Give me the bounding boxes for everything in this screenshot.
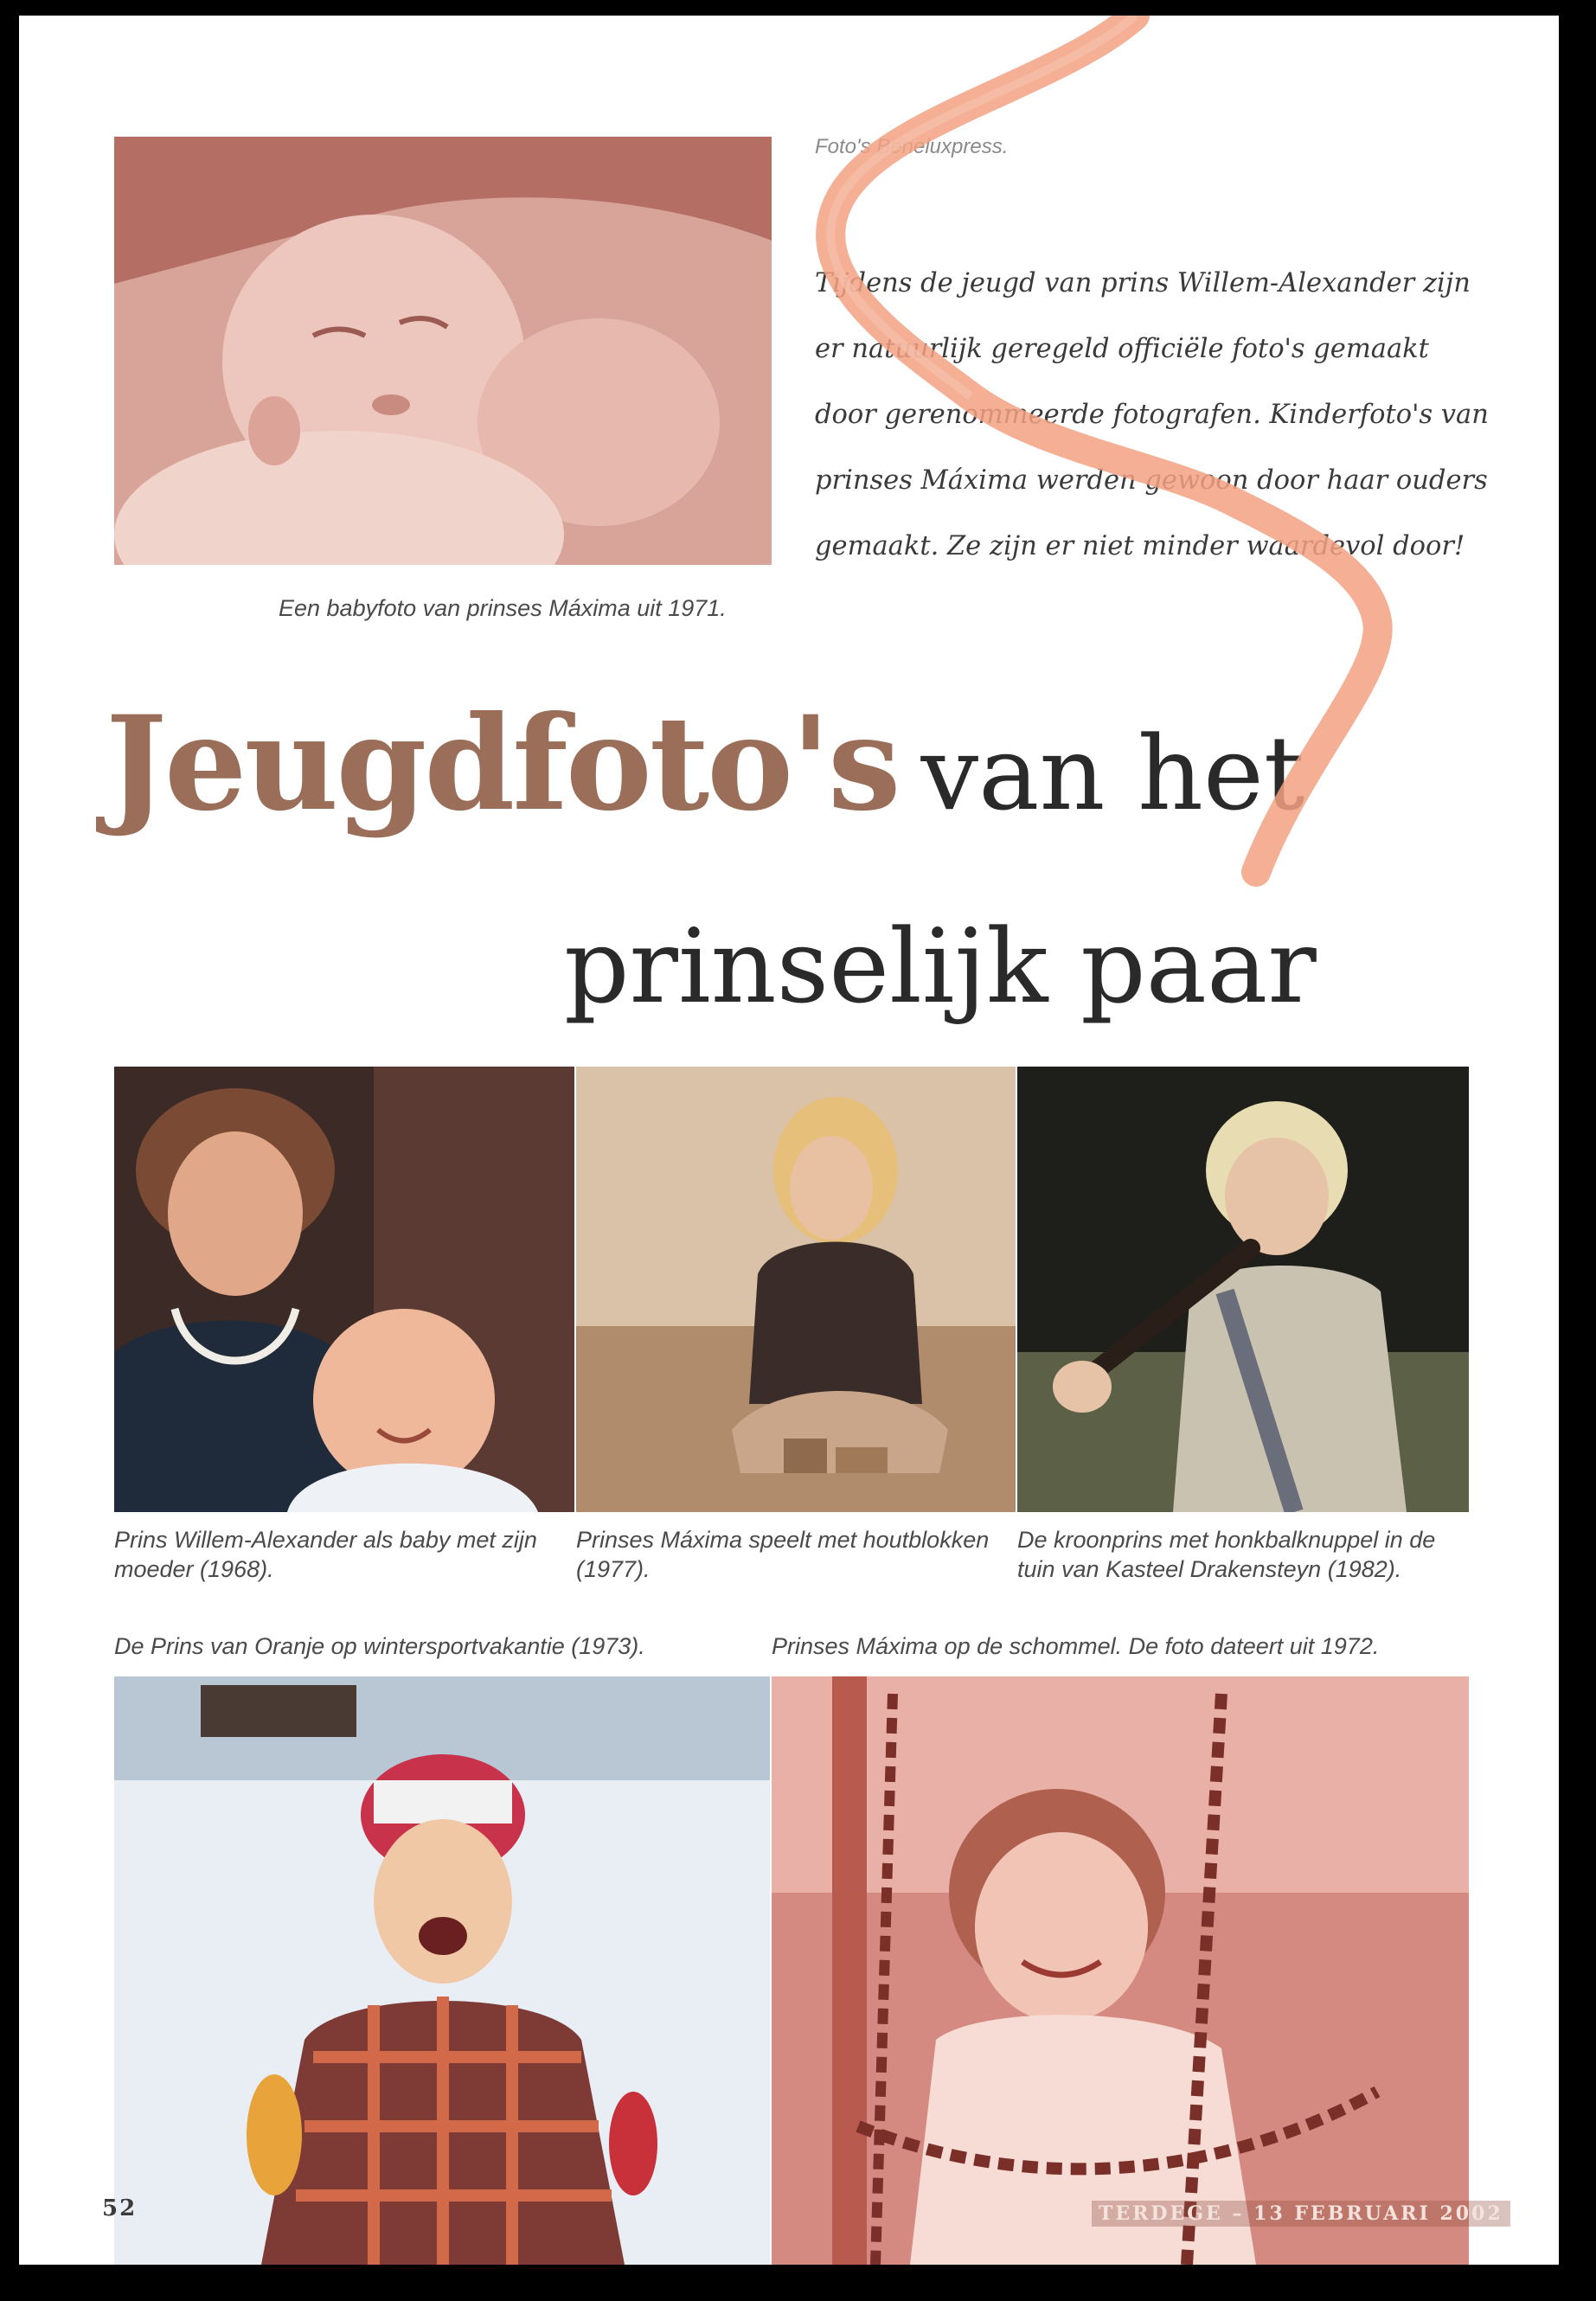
mother-photo-caption: Prins Willem-Alexander als baby met zijn moeder (1968).: [114, 1527, 537, 1582]
winter-photo-caption: De Prins van Oranje op wintersportvakantie (1973).: [114, 1633, 645, 1659]
footer-publication: TERDEGE – 13 FEBRUARI 2002: [1092, 2201, 1510, 2227]
baseball-photo: [1017, 1067, 1469, 1512]
baby-photo: [114, 137, 772, 565]
magazine-page: [19, 16, 1559, 2265]
blocks-photo-caption: Prinses Máxima speelt met houtblokken (1977).: [576, 1527, 990, 1582]
baby-photo-caption: Een babyfoto van prinses Máxima uit 1971.: [279, 595, 727, 621]
page-title: [106, 688, 1305, 840]
page-number: 52: [102, 2195, 138, 2221]
title-bold-word: Jeugdfoto's: [106, 688, 899, 840]
title-light-words: van het: [920, 714, 1305, 833]
baseball-photo-caption: De kroonprins met honkbalknuppel in de tuin van Kasteel Drakensteyn (1982).: [1017, 1527, 1436, 1582]
blocks-photo: [576, 1067, 1016, 1512]
swing-photo: [772, 1676, 1469, 2265]
winter-photo: [114, 1676, 770, 2265]
intro-text: Tijdens de jeugd van prins Willem-Alexander zijn er natuurlijk geregeld officiële foto's gemaakt door gerenommeerde fotografen. Kinderfoto's van prinses Máxima werden gewoon door haar ouders gemaakt. Ze zijn er niet minder waardevol door!: [815, 268, 1489, 561]
title-second-line: prinselijk paar: [564, 907, 1317, 1026]
photo-credit: Foto's Beneluxpress.: [815, 135, 1009, 158]
mother-baby-photo: [114, 1067, 574, 1512]
swing-photo-caption: Prinses Máxima op de schommel. De foto dateert uit 1972.: [772, 1633, 1380, 1659]
